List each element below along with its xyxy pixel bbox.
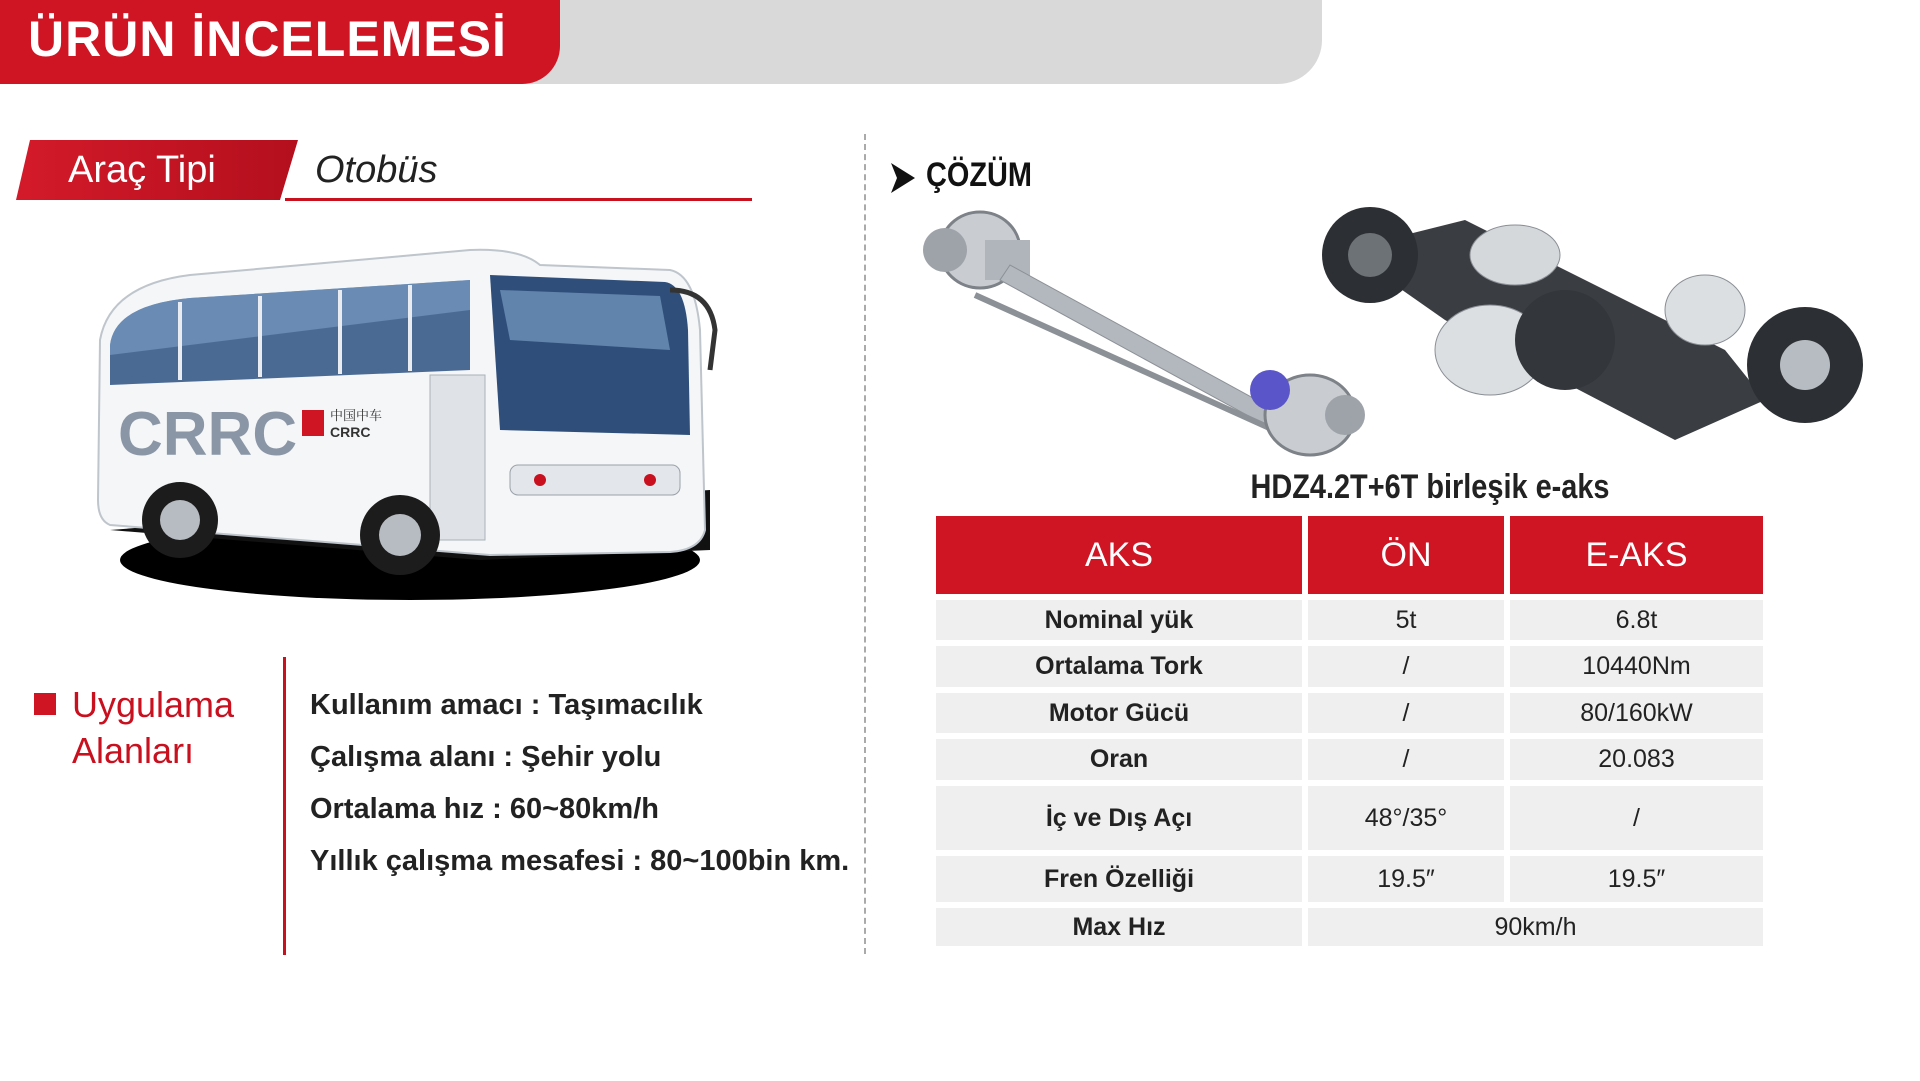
vehicle-type-label: Araç Tipi <box>68 149 216 191</box>
table-cell-label: Fren Özelliği <box>936 856 1302 902</box>
table-cell: 19.5″ <box>1308 856 1504 902</box>
table-cell-label: Nominal yük <box>936 600 1302 640</box>
table-row <box>936 908 1857 946</box>
page-title: ÜRÜN İNCELEMESİ <box>28 11 507 67</box>
table-header-row <box>936 516 1857 594</box>
table-cell: 48°/35° <box>1308 786 1504 850</box>
application-list <box>310 683 849 891</box>
table-cell-label: Motor Gücü <box>936 693 1302 733</box>
table-cell-label: Oran <box>936 739 1302 780</box>
table-header-cell: ÖN <box>1308 516 1504 594</box>
table-header-cell: AKS <box>936 516 1302 594</box>
axle-image <box>905 200 1875 470</box>
table-row <box>936 693 1857 733</box>
table-cell: 19.5″ <box>1510 856 1763 902</box>
solution-title: ÇÖZÜM <box>926 156 1032 194</box>
table-cell: 5t <box>1308 600 1504 640</box>
arrow-right-icon <box>888 160 918 196</box>
table-cell: / <box>1308 693 1504 733</box>
header-title-block <box>0 0 560 84</box>
spec-table <box>936 516 1857 952</box>
table-row <box>936 600 1857 640</box>
table-cell: / <box>1510 786 1763 850</box>
table-row <box>936 739 1857 780</box>
application-title: Uygulama Alanları <box>72 684 235 771</box>
application-item: Ortalama hız : 60~80km/h <box>310 793 659 825</box>
table-header-cell: E-AKS <box>1510 516 1763 594</box>
table-cell: 10440Nm <box>1510 646 1763 687</box>
section-divider <box>864 134 866 954</box>
table-cell: / <box>1308 646 1504 687</box>
table-row <box>936 646 1857 687</box>
table-cell: 20.083 <box>1510 739 1763 780</box>
bus-brand-text: CRRC <box>118 400 298 469</box>
application-item: Çalışma alanı : Şehir yolu <box>310 741 662 773</box>
table-cell-label: Ortalama Tork <box>936 646 1302 687</box>
application-item: Kullanım amacı : Taşımacılık <box>310 689 703 721</box>
bus-logo-sub: CRRC <box>330 424 371 440</box>
application-divider <box>283 657 286 955</box>
bus-logo-text: 中国中车 <box>330 408 383 423</box>
table-cell-label: Max Hız <box>936 908 1302 946</box>
table-cell: / <box>1308 739 1504 780</box>
table-cell-merged: 90km/h <box>1308 908 1763 946</box>
application-item: Yıllık çalışma mesafesi : 80~100bin km. <box>310 845 850 877</box>
table-cell: 80/160kW <box>1510 693 1763 733</box>
vehicle-type-value: Otobüs <box>315 149 438 191</box>
bus-image <box>70 230 730 630</box>
table-cell-label: İç ve Dış Açı <box>936 786 1302 850</box>
table-row <box>936 786 1857 850</box>
axle-caption: HDZ4.2T+6T birleşik e-aks <box>1250 468 1610 506</box>
application-bullet-icon <box>34 693 56 715</box>
table-cell: 6.8t <box>1510 600 1763 640</box>
table-row <box>936 856 1857 902</box>
vehicle-type-underline <box>285 198 752 201</box>
